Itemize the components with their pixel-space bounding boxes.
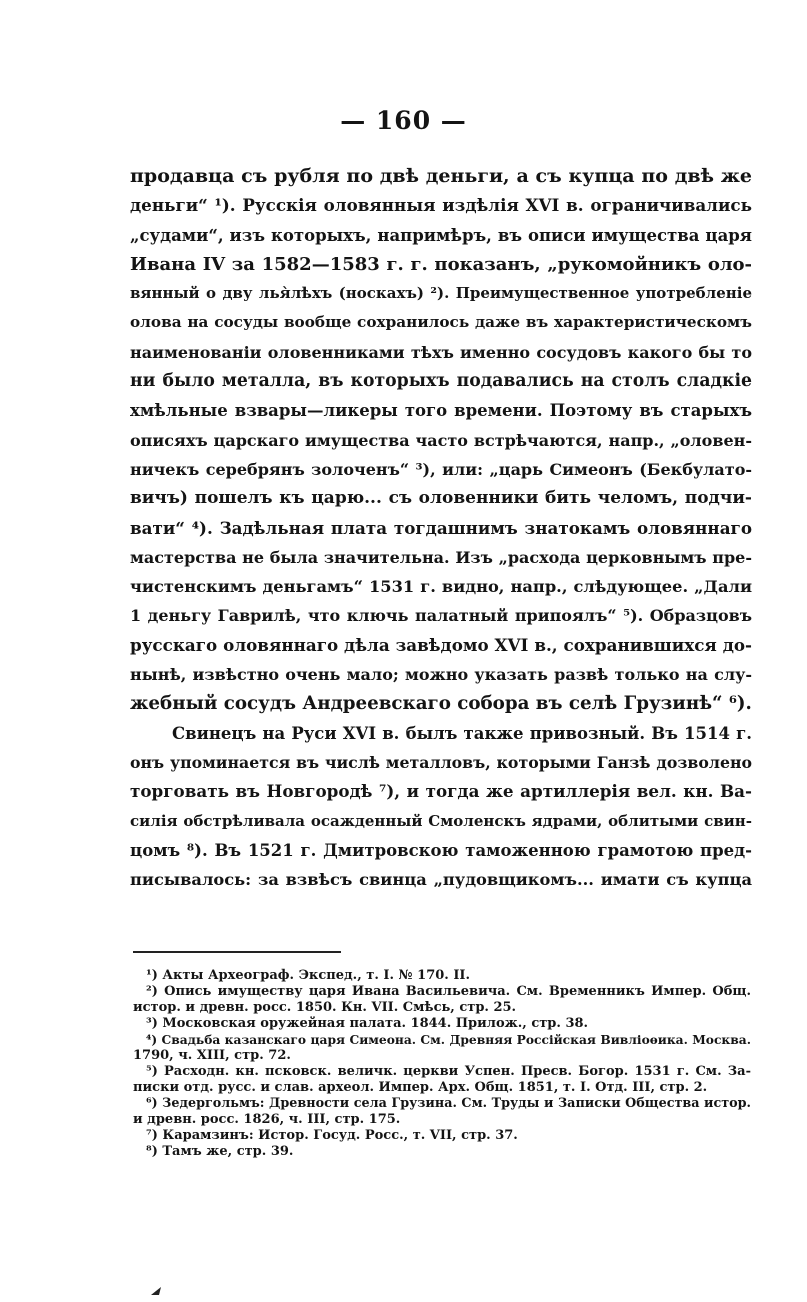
text-line: „судами“, изъ которыхъ, напримѣръ, въ описи имущества царя bbox=[130, 225, 752, 245]
footnote-line: истор. и древн. росс. 1850. Кн. VII. Смѣсь, стр. 25. bbox=[133, 1000, 517, 1015]
text-line: торговать въ Новгородѣ ⁷), и тогда же артиллерія вел. кн. Ва- bbox=[130, 781, 752, 802]
text-line: вичъ) пошелъ къ царю... съ оловенники бить челомъ, подчи- bbox=[130, 488, 752, 509]
footnote-line: ¹) Акты Археограф. Экспед., т. I. № 170. II. bbox=[146, 968, 471, 983]
text-line: наименованіи оловенниками тѣхъ именно сосудовъ какого бы то bbox=[130, 342, 752, 362]
footnote-line: ⁵) Расходн. кн. псковск. величк. церкви Успен. Пресв. Богор. 1531 г. См. За- bbox=[146, 1064, 751, 1079]
text-line: вянный о дву лья̀лѣхъ (носкахъ) ²). Преимущественное употребленіе bbox=[130, 284, 752, 303]
text-line: жебный сосудъ Андреевскаго собора въ селѣ Грузинѣ“ ⁶). bbox=[130, 693, 752, 715]
footnote-line: ³) Московская оружейная палата. 1844. Прилож., стр. 38. bbox=[146, 1016, 589, 1031]
footnote-line: ⁶) Зедергольмъ: Древности села Грузина. См. Труды и Записки Общества истор. bbox=[146, 1096, 751, 1111]
footnote-line: 1790, ч. XIII, стр. 72. bbox=[133, 1048, 291, 1063]
text-line: цомъ ⁸). Въ 1521 г. Дмитровскою таможенною грамотою пред- bbox=[130, 840, 752, 860]
text-line: продавца съ рубля по двѣ деньги, а съ купца по двѣ же bbox=[130, 165, 752, 187]
footnote-line: писки отд. русс. и слав. археол. Импер. Арх. Общ. 1851, т. I. Отд. III, стр. 2. bbox=[133, 1080, 708, 1095]
ink-mark-icon bbox=[150, 1286, 162, 1296]
text-line: писывалось: за взвѣсъ свинца „пудовщикомъ... имати съ купца bbox=[130, 870, 752, 890]
footnote-line: и древн. росс. 1826, ч. III, стр. 175. bbox=[133, 1112, 401, 1127]
text-line: мастерства не была значительна. Изъ „расхода церковнымъ пре- bbox=[130, 547, 752, 567]
footnote-line: ²) Опись имуществу царя Ивана Васильевича. См. Временникъ Импер. Общ. bbox=[146, 984, 751, 999]
text-line: деньги“ ¹). Русскія оловянныя издѣлія XVI в. ограничивались bbox=[130, 195, 752, 216]
text-line: описяхъ царскаго имущества часто встрѣчаются, напр., „оловен- bbox=[130, 430, 752, 450]
text-line: онъ упоминается въ числѣ металловъ, которыми Ганзѣ дозволено bbox=[130, 752, 752, 772]
text-line: нынѣ, извѣстно очень мало; можно указать развѣ только на слу- bbox=[130, 665, 752, 685]
text-line: ничекъ серебрянъ золоченъ“ ³), или: „царь Симеонъ (Бекбулато- bbox=[130, 459, 752, 479]
text-line: чистенскимъ деньгамъ“ 1531 г. видно, напр., слѣдующее. „Дали bbox=[130, 577, 752, 597]
text-line: Свинецъ на Руси XVI в. былъ также привозный. Въ 1514 г. bbox=[172, 723, 752, 743]
main-text bbox=[130, 162, 752, 894]
footnote-divider bbox=[133, 951, 341, 953]
footnote-line: ⁴) Свадьба казанскаго царя Симеона. См. Древняя Россійская Вивліоѳика. Москва. bbox=[146, 1032, 751, 1047]
text-line: ни было металла, въ которыхъ подавались на столъ сладкіе bbox=[130, 371, 752, 392]
text-line: 1 деньгу Гаврилѣ, что ключь палатный припоялъ“ ⁵). Образцовъ bbox=[130, 606, 752, 626]
footnote-line: ⁷) Карамзинъ: Истор. Госуд. Росс., т. VII, стр. 37. bbox=[146, 1128, 518, 1143]
text-line: вати“ ⁴). Задѣльная плата тогдашнимъ знатокамъ оловяннаго bbox=[130, 517, 752, 538]
text-line: русскаго оловяннаго дѣла завѣдомо XVI в., сохранившихся до- bbox=[130, 634, 752, 655]
text-line: олова на сосуды вообще сохранилось даже въ характеристическомъ bbox=[130, 313, 752, 332]
footnotes bbox=[133, 968, 751, 1160]
text-line: хмѣльные взвары—ликеры того времени. Поэтому въ старыхъ bbox=[130, 401, 752, 421]
page-number: — 160 — bbox=[340, 106, 467, 135]
text-line: силія обстрѣливала осажденный Смоленскъ ядрами, облитыми свин- bbox=[130, 811, 752, 830]
text-line: Ивана IV за 1582—1583 г. г. показанъ, „рукомойникъ оло- bbox=[130, 253, 752, 275]
footnote-line: ⁸) Тамъ же, стр. 39. bbox=[146, 1144, 294, 1159]
